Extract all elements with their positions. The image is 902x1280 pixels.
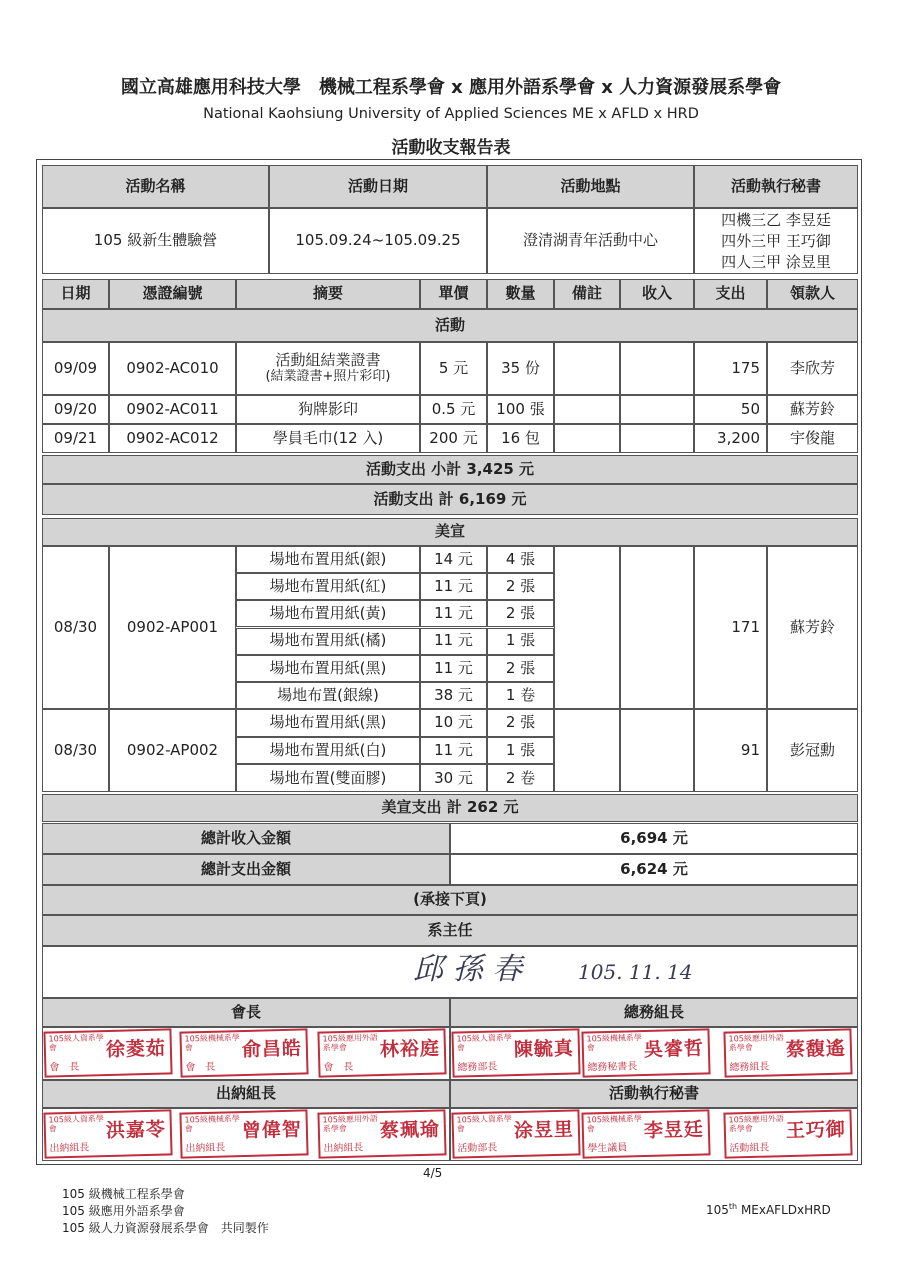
column-header: 單價: [420, 279, 487, 309]
stamp-role: 學生議員: [587, 1142, 628, 1155]
stamp-org: 105級人資系學會: [456, 1033, 512, 1053]
column-header: 支出: [694, 279, 767, 309]
group-payee: 蘇芳鈴: [767, 546, 858, 709]
brand-superscript: th: [728, 1202, 738, 1211]
secretary-line: 四人三甲 涂昱里: [721, 252, 831, 271]
stamp-org: 105級機械系學會: [586, 1114, 642, 1134]
stamp-name: 林裕庭: [379, 1037, 441, 1062]
director-signature-area: [42, 946, 858, 998]
item-qty: 2 張: [487, 573, 554, 600]
row-expense: 175: [694, 342, 767, 395]
seal-general: [723, 1028, 852, 1077]
row-date: 09/21: [42, 424, 109, 453]
row-summary: [236, 424, 420, 453]
cashier-label: 出納組長: [42, 1080, 450, 1108]
stamp-role: 活動部長: [457, 1142, 498, 1155]
column-header: 收入: [620, 279, 694, 309]
activity-total: 活動支出 計 6,169 元: [42, 484, 858, 515]
row-note: [554, 342, 620, 395]
row-summary: [236, 395, 420, 424]
column-header: 備註: [554, 279, 620, 309]
column-header: 憑證編號: [109, 279, 236, 309]
total-expense-label: 總計支出金額: [42, 854, 450, 885]
row-price: 0.5 元: [420, 395, 487, 424]
row-price: 200 元: [420, 424, 487, 453]
info-label: 活動名稱: [42, 165, 269, 208]
item-price: 30 元: [420, 764, 487, 792]
summary-text: 活動組結業證書: [275, 351, 381, 370]
brand-number: 105: [706, 1203, 729, 1217]
group-date: 08/30: [42, 709, 109, 792]
seal-general: [451, 1028, 580, 1077]
group-payee: 彭冠勳: [767, 709, 858, 792]
row-payee: 李欣芳: [767, 342, 858, 395]
column-header: 日期: [42, 279, 109, 309]
activity-name: 105 級新生體驗營: [42, 208, 269, 274]
info-label: 活動執行秘書: [694, 165, 858, 208]
column-header: 領款人: [767, 279, 858, 309]
item-qty: 1 張: [487, 737, 554, 765]
section-activity: 活動: [42, 309, 858, 342]
activity-date: 105.09.24~105.09.25: [269, 208, 487, 274]
row-payee: 宇俊龍: [767, 424, 858, 453]
stamp-name: 涂昱里: [513, 1118, 575, 1143]
group-voucher: 0902-AP002: [109, 709, 236, 792]
row-payee: 蘇芳鈴: [767, 395, 858, 424]
item-qty: 2 張: [487, 600, 554, 627]
page-number: 4/5: [423, 1166, 443, 1180]
row-qty: 100 張: [487, 395, 554, 424]
stamp-name: 俞昌皓: [241, 1037, 303, 1062]
director-label: 系主任: [42, 915, 858, 946]
item-qty: 2 卷: [487, 764, 554, 792]
item-price: 11 元: [420, 737, 487, 765]
row-voucher: 0902-AC012: [109, 424, 236, 453]
total-expense-value: 6,624 元: [450, 854, 858, 885]
stamp-role: 出納組長: [49, 1142, 90, 1155]
stamp-org: 105級應用外語系學會: [728, 1114, 784, 1134]
total-income-value: 6,694 元: [450, 823, 858, 854]
title-en: National Kaohsiung University of Applied Sciences ME x AFLD x HRD: [203, 106, 699, 122]
row-income: [620, 395, 694, 424]
column-header: 摘要: [236, 279, 420, 309]
row-qty: 16 包: [487, 424, 554, 453]
footer-brand: [706, 1202, 831, 1217]
group-expense: 91: [694, 709, 767, 792]
continued-note: (承接下頁): [42, 885, 858, 915]
seal-general: [581, 1028, 710, 1077]
row-date: 09/20: [42, 395, 109, 424]
row-voucher: 0902-AC011: [109, 395, 236, 424]
group-date: 08/30: [42, 546, 109, 709]
item-price: 11 元: [420, 600, 487, 627]
stamp-org: 105級機械系學會: [586, 1033, 642, 1053]
column-header: 數量: [487, 279, 554, 309]
item-summary: 場地布置(雙面膠): [236, 764, 420, 792]
item-summary: 場地布置用紙(紅): [236, 573, 420, 600]
row-qty: 35 份: [487, 342, 554, 395]
activity-subtotal: 活動支出 小計 3,425 元: [42, 455, 858, 484]
item-summary: 場地布置用紙(銀): [236, 546, 420, 573]
row-income: [620, 342, 694, 395]
stamp-name: 李昱廷: [643, 1118, 705, 1143]
summary-text: 狗牌影印: [297, 399, 358, 418]
stamp-org: 105級應用外語系學會: [728, 1033, 784, 1053]
row-expense: 50: [694, 395, 767, 424]
seal-cashier: [43, 1109, 172, 1158]
stamp-role: 總務秘書長: [587, 1061, 638, 1074]
item-price: 11 元: [420, 573, 487, 600]
info-label: 活動日期: [269, 165, 487, 208]
item-price: 38 元: [420, 682, 487, 709]
stamp-org: 105級機械系學會: [184, 1114, 240, 1134]
item-qty: 1 張: [487, 628, 554, 655]
item-price: 11 元: [420, 655, 487, 682]
item-qty: 4 張: [487, 546, 554, 573]
summary-note: (結業證書+照片彩印): [265, 368, 391, 384]
seal-president: [179, 1028, 308, 1077]
stamp-org: 105級應用外語系學會: [322, 1033, 378, 1053]
title-zh: 國立高雄應用科技大學 機械工程系學會 x 應用外語系學會 x 人力資源發展系學會: [120, 77, 782, 98]
row-summary: [236, 342, 420, 395]
item-summary: 場地布置用紙(白): [236, 737, 420, 765]
director-signature: 邱 孫 春: [413, 952, 523, 987]
group-income: [620, 709, 694, 792]
stamp-name: 蔡馥遙: [785, 1037, 847, 1062]
general-affairs-label: 總務組長: [450, 998, 858, 1027]
item-qty: 1 卷: [487, 682, 554, 709]
footer-line-2: 105 級應用外語系學會: [62, 1204, 185, 1218]
stamp-org: 105級人資系學會: [48, 1033, 104, 1053]
row-price: 5 元: [420, 342, 487, 395]
stamp-name: 徐菱茹: [105, 1037, 167, 1062]
summary-text: 學員毛巾(12 入): [272, 428, 384, 447]
item-summary: 場地布置(銀線): [236, 682, 420, 709]
stamp-role: 會 長: [49, 1061, 80, 1074]
promo-total: 美宣支出 計 262 元: [42, 794, 858, 822]
president-label: 會長: [42, 998, 450, 1027]
brand-text: MExAFLDxHRD: [737, 1203, 831, 1217]
stamp-name: 蔡珮瑜: [379, 1118, 441, 1143]
item-summary: 場地布置用紙(黃): [236, 600, 420, 627]
stamp-name: 王巧御: [785, 1118, 847, 1143]
stamp-role: 會 長: [185, 1061, 216, 1074]
stamp-role: 出納組長: [323, 1142, 364, 1155]
stamp-role: 出納組長: [185, 1142, 226, 1155]
item-qty: 2 張: [487, 709, 554, 737]
group-expense: 171: [694, 546, 767, 709]
item-qty: 2 張: [487, 655, 554, 682]
item-price: 11 元: [420, 628, 487, 655]
row-note: [554, 395, 620, 424]
stamp-org: 105級人資系學會: [48, 1114, 104, 1134]
footer-line-1: 105 級機械工程系學會: [62, 1187, 185, 1201]
seal-secretary: [581, 1109, 710, 1158]
row-income: [620, 424, 694, 453]
row-expense: 3,200: [694, 424, 767, 453]
stamp-org: 105級人資系學會: [456, 1114, 512, 1134]
activity-secretaries: [694, 208, 858, 274]
info-label: 活動地點: [487, 165, 694, 208]
seal-cashier: [317, 1109, 446, 1158]
stamp-role: 會 長: [323, 1061, 354, 1074]
stamp-role: 總務部長: [457, 1061, 498, 1074]
footer-line-3: 105 級人力資源發展系學會 共同製作: [62, 1221, 269, 1235]
item-price: 14 元: [420, 546, 487, 573]
director-date: 105. 11. 14: [578, 960, 693, 984]
group-income: [620, 546, 694, 709]
secretary-line: 四外三甲 王巧御: [721, 231, 831, 250]
secretary-label: 活動執行秘書: [450, 1080, 858, 1108]
seal-president: [43, 1028, 172, 1077]
item-summary: 場地布置用紙(橘): [236, 628, 420, 655]
stamp-name: 吳睿哲: [643, 1037, 705, 1062]
group-voucher: 0902-AP001: [109, 546, 236, 709]
group-note: [554, 546, 620, 709]
stamp-org: 105級機械系學會: [184, 1033, 240, 1053]
stamp-name: 洪嘉苓: [105, 1118, 167, 1143]
item-price: 10 元: [420, 709, 487, 737]
seal-cashier: [179, 1109, 308, 1158]
stamp-name: 陳毓真: [513, 1037, 575, 1062]
item-summary: 場地布置用紙(黑): [236, 655, 420, 682]
row-date: 09/09: [42, 342, 109, 395]
stamp-role: 總務組長: [729, 1061, 770, 1074]
stamp-name: 曾偉智: [241, 1118, 303, 1143]
item-summary: 場地布置用紙(黑): [236, 709, 420, 737]
seal-secretary: [451, 1109, 580, 1158]
row-voucher: 0902-AC010: [109, 342, 236, 395]
stamp-org: 105級應用外語系學會: [322, 1114, 378, 1134]
form-title: 活動收支報告表: [391, 138, 511, 158]
section-promo: 美宣: [42, 518, 858, 546]
secretary-line: 四機三乙 李昱廷: [721, 210, 831, 229]
row-note: [554, 424, 620, 453]
activity-location: 澄清湖青年活動中心: [487, 208, 694, 274]
total-income-label: 總計收入金額: [42, 823, 450, 854]
seal-secretary: [723, 1109, 852, 1158]
seal-president: [317, 1028, 446, 1077]
group-note: [554, 709, 620, 792]
stamp-role: 活動組長: [729, 1142, 770, 1155]
